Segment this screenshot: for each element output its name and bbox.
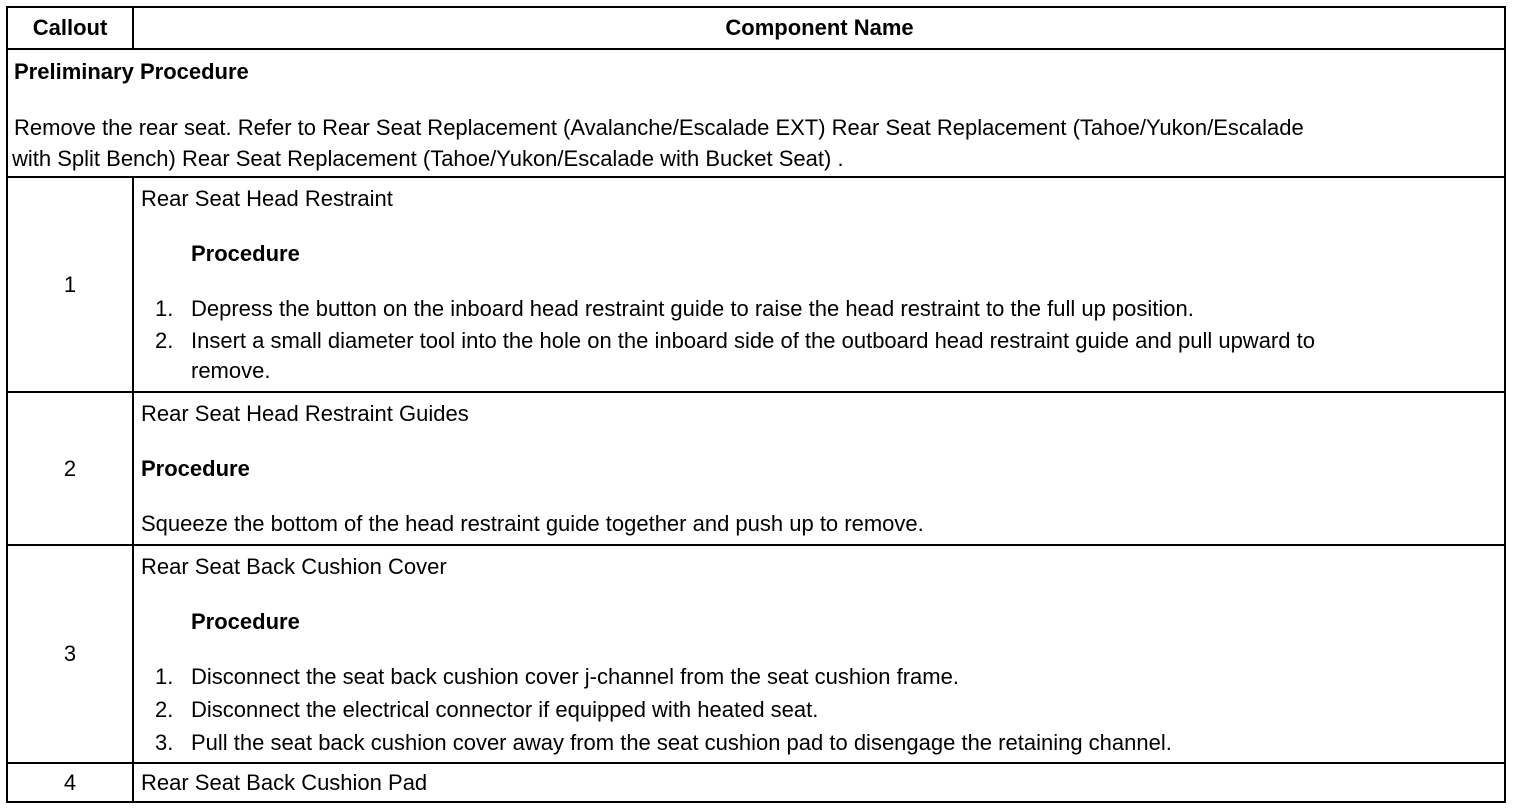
component-table <box>6 6 1506 803</box>
step-number: 2. <box>155 328 174 353</box>
procedure-label: Procedure <box>191 241 300 266</box>
table-row <box>8 393 1504 546</box>
component-name: Rear Seat Back Cushion Cover <box>141 554 447 579</box>
preliminary-procedure-title: Preliminary Procedure <box>14 59 249 84</box>
step-text: Disconnect the electrical connector if equipped with heated seat. <box>191 697 819 722</box>
step-text-continuation: remove. <box>191 358 271 383</box>
table-row <box>8 764 1504 801</box>
callout-number: 3 <box>8 546 134 762</box>
step-number: 2. <box>155 697 174 722</box>
step-text: Pull the seat back cushion cover away from the seat cushion pad to disengage the retaining channel. <box>191 730 1172 755</box>
step-number: 1. <box>155 664 174 689</box>
callout-number: 1 <box>8 178 134 391</box>
table-row <box>8 178 1504 393</box>
procedure-text: Squeeze the bottom of the head restraint guide together and push up to remove. <box>141 511 924 536</box>
table-row <box>8 546 1504 764</box>
callout-column-header: Callout <box>8 8 134 48</box>
step-text: Insert a small diameter tool into the hole on the inboard side of the outboard head restraint guide and pull upward to <box>191 328 1315 353</box>
table-header-row <box>8 8 1504 50</box>
component-name-column-header: Component Name <box>725 15 914 40</box>
step-text: Depress the button on the inboard head restraint guide to raise the head restraint to the full up position. <box>191 296 1194 321</box>
procedure-label: Procedure <box>141 456 250 481</box>
callout-number: 2 <box>8 393 134 544</box>
step-number: 3. <box>155 730 174 755</box>
procedure-label: Procedure <box>191 609 300 634</box>
component-name: Rear Seat Head Restraint Guides <box>141 401 469 426</box>
preliminary-procedure-row <box>8 50 1504 178</box>
step-text: Disconnect the seat back cushion cover j-channel from the seat cushion frame. <box>191 664 959 689</box>
callout-number: 4 <box>8 764 134 801</box>
component-name: Rear Seat Head Restraint <box>141 186 393 211</box>
preliminary-procedure-text-line1: Remove the rear seat. Refer to Rear Seat Replacement (Avalanche/Escalade EXT) Rear Seat Replacement (Tahoe/Yukon/Escalade <box>14 115 1304 140</box>
component-name: Rear Seat Back Cushion Pad <box>141 770 428 795</box>
step-number: 1. <box>155 296 174 321</box>
preliminary-procedure-text-line2: with Split Bench) Rear Seat Replacement (Tahoe/Yukon/Escalade with Bucket Seat) . <box>12 146 844 171</box>
